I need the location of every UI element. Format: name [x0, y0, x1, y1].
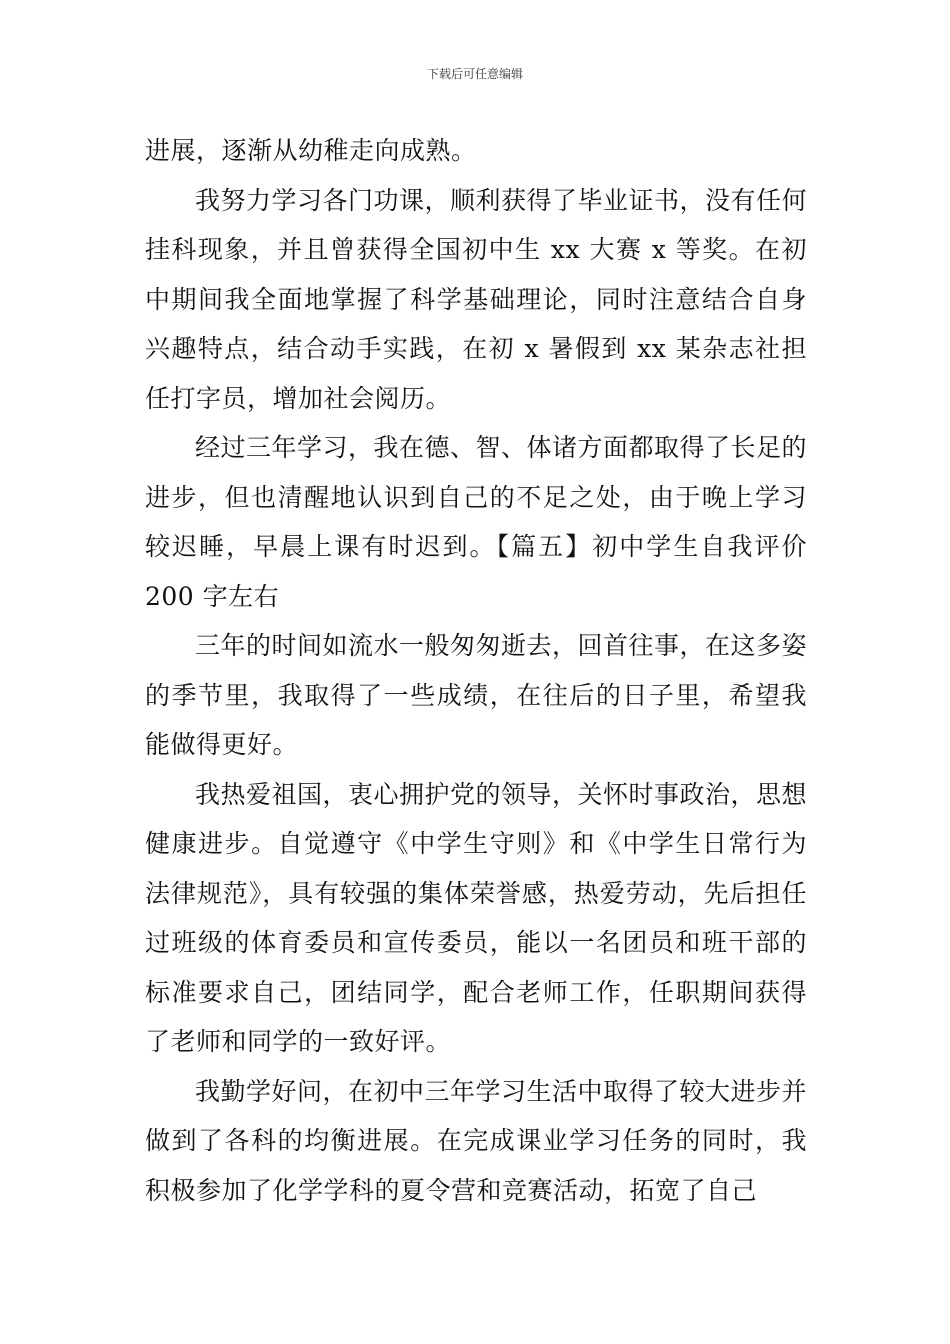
paragraph-patriotism: 我热爱祖国，衷心拥护党的领导，关怀时事政治，思想健康进步。自觉遵守《中学生守则》和《中学生日常行为法律规范》，具有较强的集体荣誉感，热爱劳动，先后担任过班级的体育委员和宣传委员，能以一名团员和班干部的标准要求自己，团结同学，配合老师工作，任职期间获得了老师和同学的一致好评。 [145, 779, 808, 1056]
paragraph-diligence: 我勤学好问，在初中三年学习生活中取得了较大进步并做到了各科的均衡进展。在完成课业学习任务的同时，我积极参加了化学学科的夏令营和竞赛活动，拓宽了自己 [145, 1076, 808, 1205]
document-body [145, 126, 807, 1215]
paragraph-continuation: 进展，逐渐从幼稚走向成熟。 [145, 136, 477, 165]
paragraph-three-years: 三年的时间如流水一般匆匆逝去，回首往事，在这多姿的季节里，我取得了一些成绩，在往后的日子里，希望我能做得更好。 [145, 631, 808, 759]
paragraph-study: 我努力学习各门功课，顺利获得了毕业证书，没有任何挂科现象，并且曾获得全国初中生 xx 大赛 x 等奖。在初中期间我全面地掌握了科学基础理论，同时注意结合自身兴趣特点，结合动手实践，在初 x 暑假到 xx 某杂志社担任打字员，增加社会阅历。 [145, 185, 808, 413]
paragraph-progress: 经过三年学习，我在德、智、体诸方面都取得了长足的进步，但也清醒地认识到自己的不足之处，由于晚上学习较迟睡，早晨上课有时迟到。【篇五】初中学生自我评价 200 字左右 [145, 433, 808, 611]
page-header: 下载后可任意编辑 [426, 67, 523, 81]
